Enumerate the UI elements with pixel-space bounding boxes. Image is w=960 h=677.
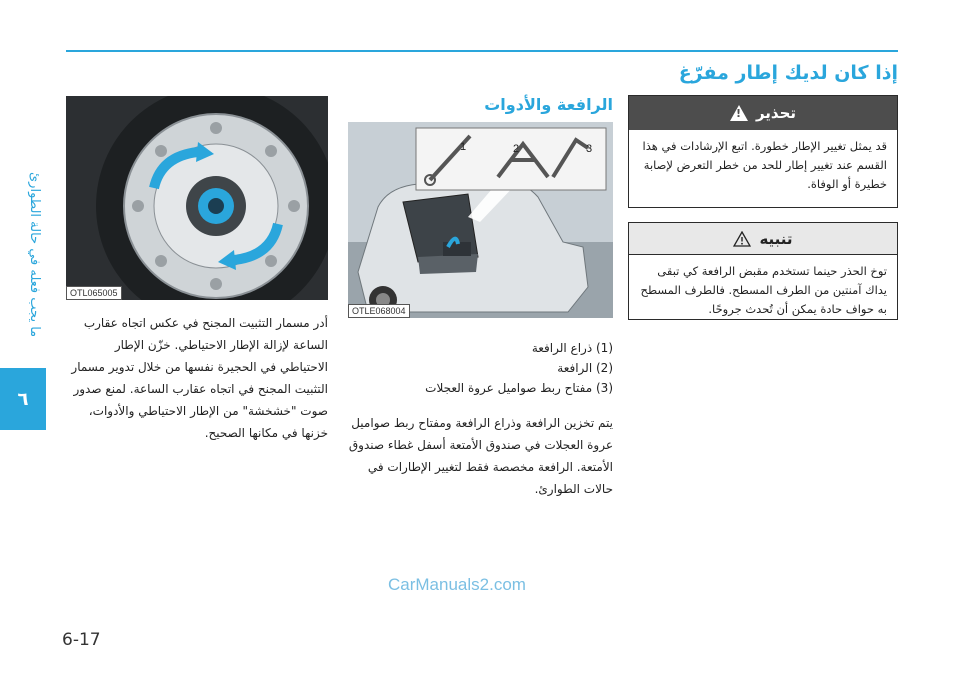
car-trunk-illustration bbox=[348, 122, 613, 318]
spare-paragraph: أدر مسمار التثبيت المجنح في عكس اتجاه عقارب الساعة لإزالة الإطار الاحتياطي. خزّن الإطار الاحتياطي في الحجيرة نفسها من خلال تدوير مسمار التثبيت المجنح في اتجاه عقارب الساعة. لمنع صدور صوت "خشخشة" من الإطار الاحتياطي والأدوات، خزنها في مكانها الصحيح. bbox=[71, 316, 328, 440]
chapter-number-tab: ٦ bbox=[0, 368, 46, 430]
callout-2: 2 bbox=[513, 143, 520, 155]
top-rule bbox=[66, 50, 898, 52]
spare-tire-illustration bbox=[66, 96, 328, 300]
tools-title: الرافعة والأدوات bbox=[484, 95, 613, 114]
tools-list bbox=[348, 338, 613, 398]
list-item: (1) ذراع الرافعة bbox=[531, 341, 613, 355]
caution-header bbox=[629, 223, 897, 255]
chapter-title: ما يجب فعله في حالة الطوارئ bbox=[27, 172, 42, 338]
caution-body: توخ الحذر حينما تستخدم مقبض الرافعة كي تبقى يداك آمنتين من الطرف المسطح. فالطرف المسطح به حواف حادة يمكن أن تُحدث جروحًا. bbox=[640, 264, 887, 316]
caution-box bbox=[628, 222, 898, 320]
tools-image bbox=[348, 122, 613, 318]
spare-image-code: OTL065005 bbox=[66, 286, 122, 300]
warning-triangle-icon bbox=[730, 105, 748, 121]
section-title: إذا كان لديك إطار مفرّغ bbox=[678, 62, 898, 84]
tools-image-code: OTLE068004 bbox=[348, 304, 410, 318]
page-number: 6-17 bbox=[62, 630, 101, 650]
warning-body: قد يمثل تغيير الإطار خطورة. اتبع الإرشادات في هذا القسم عند تغيير إطار للحد من خطر التعرض لإصابة خطيرة أو الوفاة. bbox=[642, 139, 887, 191]
warning-title: تحذير bbox=[755, 104, 797, 122]
callout-1: 1 bbox=[460, 141, 467, 153]
chapter-side-strip bbox=[0, 0, 46, 677]
list-item: (3) مفتاح ربط صواميل عروة العجلات bbox=[425, 381, 613, 395]
warning-box bbox=[628, 95, 898, 208]
spare-tire-image bbox=[66, 96, 328, 300]
list-item: (2) الرافعة bbox=[557, 361, 613, 375]
warning-header bbox=[629, 96, 897, 130]
watermark: CarManuals2.com bbox=[388, 575, 526, 594]
caution-title: تنبيه bbox=[759, 229, 793, 248]
caution-triangle-icon bbox=[733, 231, 751, 247]
tools-paragraph: يتم تخزين الرافعة وذراع الرافعة ومفتاح ربط صواميل عروة العجلات في صندوق الأمتعة أسفل غطاء صندوق الأمتعة. الرافعة مخصصة فقط لتغيير الإطارات في حالات الطوارئ. bbox=[348, 416, 613, 496]
callout-3: 3 bbox=[586, 143, 593, 155]
